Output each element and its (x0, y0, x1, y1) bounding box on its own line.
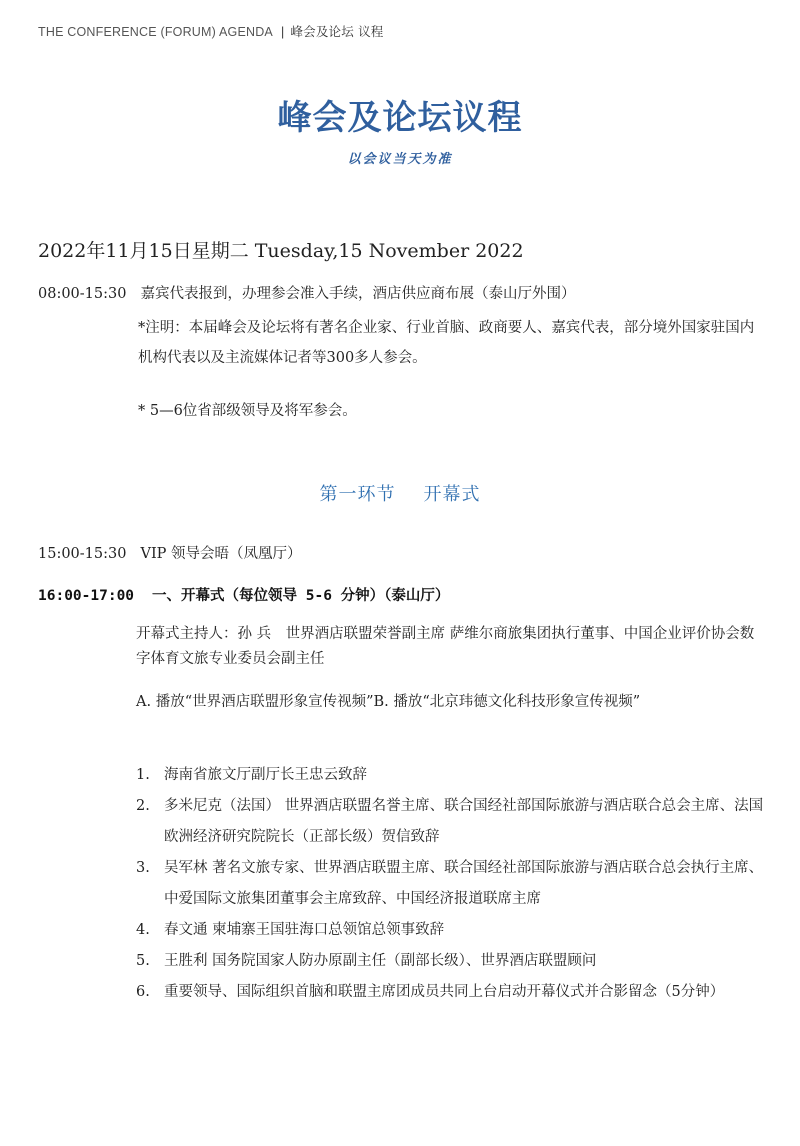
list-item (136, 915, 766, 946)
item-text: 王胜利 国务院国家人防办原副主任（副部长级）、世界酒店联盟顾问 (164, 953, 597, 969)
list-item (136, 946, 766, 977)
vip-text: VIP 领导会晤（凤凰厅） (140, 546, 302, 562)
registration-text: 嘉宾代表报到，办理参会准入手续，酒店供应商布展（泰山厅外围） (140, 286, 576, 302)
vip-row (38, 542, 302, 563)
item-text: 春文通 柬埔寨王国驻海口总领馆总领事致辞 (164, 922, 445, 938)
list-item (136, 977, 766, 1008)
header-chinese: 峰会及论坛 议程 (290, 24, 384, 39)
header-english: THE CONFERENCE (FORUM) AGENDA (38, 25, 273, 39)
opening-text: 一、开幕式（每位领导 5-6 分钟）（泰山厅） (152, 588, 450, 604)
item-text: 多米尼克（法国） 世界酒店联盟名誉主席、联合国经社部国际旅游与酒店联合总会主席、法国欧洲经济研究院院长（正部长级）贺信致辞 (164, 798, 764, 845)
running-header (38, 22, 384, 40)
item-number: 6. (136, 984, 150, 1000)
attendance-note: *注明：本届峰会及论坛将有著名企业家、行业首脑、政商要人、嘉宾代表，部分境外国家驻国内机构代表以及主流媒体记者等300多人参会。 (138, 320, 755, 366)
item-number: 1. (136, 767, 150, 783)
item-number: 5. (136, 953, 150, 969)
list-item (136, 853, 766, 915)
item-text: 吴军林 著名文旅专家、世界酒店联盟主席、联合国经社部国际旅游与酒店联合总会执行主席、中爱国际文旅集团董事会主席致辞、中国经济报道联席主席 (164, 860, 764, 907)
host-paragraph: 开幕式主持人：孙 兵 世界酒店联盟荣誉副主席 萨维尔商旅集团执行董事、中国企业评价协会数字体育文旅专业委员会副主任 (136, 626, 755, 667)
section-name: 开幕式 (423, 484, 481, 505)
item-text: 重要领导、国际组织首脑和联盟主席团成员共同上台启动开幕仪式并合影留念（5分钟） (164, 984, 725, 1000)
header-separator: | (280, 25, 285, 39)
item-number: 4. (136, 922, 150, 938)
vip-time: 15:00-15:30 (38, 546, 127, 562)
videos-paragraph: A. 播放“世界酒店联盟形象宣传视频”B. 播放“北京玮德文化科技形象宣传视频” (136, 694, 641, 710)
leaders-note: * 5—6位省部级领导及将军参会。 (138, 403, 357, 419)
page-title: 峰会及论坛议程 (277, 98, 523, 138)
item-number: 3. (136, 860, 150, 876)
item-text: 海南省旅文厅副厅长王忠云致辞 (164, 767, 367, 783)
item-number: 2. (136, 798, 150, 814)
opening-time: 16:00-17:00 (38, 588, 135, 604)
speech-list (136, 760, 766, 1008)
list-item (136, 791, 766, 853)
registration-row (38, 282, 575, 303)
registration-time: 08:00-15:30 (38, 286, 127, 302)
list-item (136, 760, 766, 791)
page-subtitle: 以会议当天为准 (347, 152, 453, 167)
section-heading (0, 480, 800, 506)
opening-row (38, 584, 449, 605)
section-part: 第一环节 (319, 484, 396, 505)
agenda-date: 2022年11月15日星期二 Tuesday,15 November 2022 (38, 240, 524, 262)
